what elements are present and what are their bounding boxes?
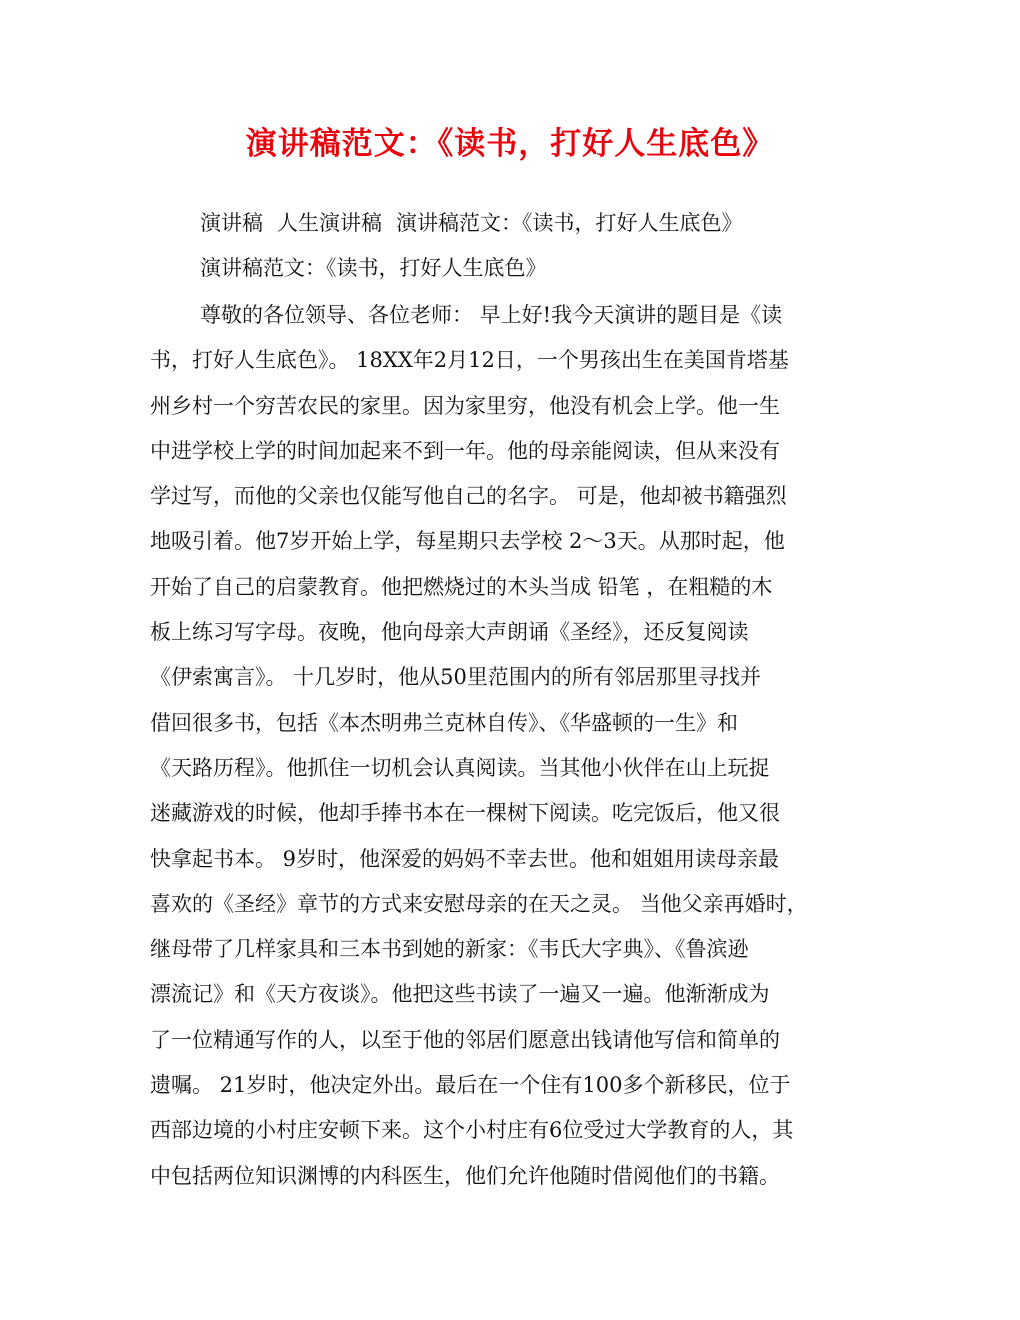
body-line: 继母带了几样家具和三本书到她的新家：《韦氏大字典》、《鲁滨逊 [150,937,749,962]
document-title: 演讲稿范文：《读书，打好人生底色》 [245,126,775,162]
body-line: 板上练习写字母。夜晚，他向母亲大声朗诵《圣经》，还反复阅读 [150,620,749,645]
body-line: 《天路历程》。他抓住一切机会认真阅读。当其他小伙伴在山上玩捉 [150,755,770,780]
body-line: 书，打好人生底色》。 18XX年2月12日，一个男孩出生在美国肯塔基 [150,348,789,373]
body-line: 迷藏游戏的时候，他却手捧书本在一棵树下阅读。吃完饭后，他又很 [150,801,780,826]
body-line: 中包括两位知识渊博的内科医生，他们允许他随时借阅他们的书籍。 [150,1163,780,1188]
body-line: 了一位精通写作的人，以至于他的邻居们愿意出钱请他写信和简单的 [150,1027,780,1052]
body-line: 州乡村一个穷苦农民的家里。因为家里穷，他没有机会上学。他一生 [150,393,780,418]
body-line: 西部边境的小村庄安顿下来。这个小村庄有6位受过大学教育的人，其 [150,1118,794,1143]
body-line: 开始了自己的启蒙教育。他把燃烧过的木头当成 铅笔 ，在粗糙的木 [150,574,773,599]
tag-item: 演讲稿 [200,211,263,235]
body-line: 遗嘱。 21岁时，他决定外出。最后在一个住有100多个新移民，位于 [150,1073,791,1098]
body-text [150,293,880,1199]
tag-item: 演讲稿范文：《读书，打好人生底色》 [396,211,743,235]
body-line: 地吸引着。他7岁开始上学，每星期只去学校 2～3天。从那时起，他 [150,529,785,554]
body-line: 《伊索寓言》。 十几岁时，他从50里范围内的所有邻居那里寻找并 [150,665,761,690]
document-subtitle: 演讲稿范文：《读书，打好人生底色》 [200,256,547,280]
tag-item: 人生演讲稿 [277,211,382,235]
body-line: 快拿起书本。 9岁时，他深爱的妈妈不幸去世。他和姐姐用读母亲最 [150,846,780,871]
body-line: 尊敬的各位领导、各位老师： 早上好!我今天演讲的题目是《读 [200,303,783,327]
tag-line [200,203,743,243]
body-line: 借回很多书，包括《本杰明弗兰克林自传》、《华盛顿的一生》和 [150,710,738,735]
body-line: 漂流记》和《天方夜谈》。他把这些书读了一遍又一遍。他渐渐成为 [150,982,770,1007]
body-line: 学过写，而他的父亲也仅能写他自己的名字。 可是，他却被书籍强烈 [150,484,787,509]
body-line: 中进学校上学的时间加起来不到一年。他的母亲能阅读，但从来没有 [150,438,780,463]
body-line: 喜欢的《圣经》章节的方式来安慰母亲的在天之灵。 当他父亲再婚时， [150,891,808,916]
